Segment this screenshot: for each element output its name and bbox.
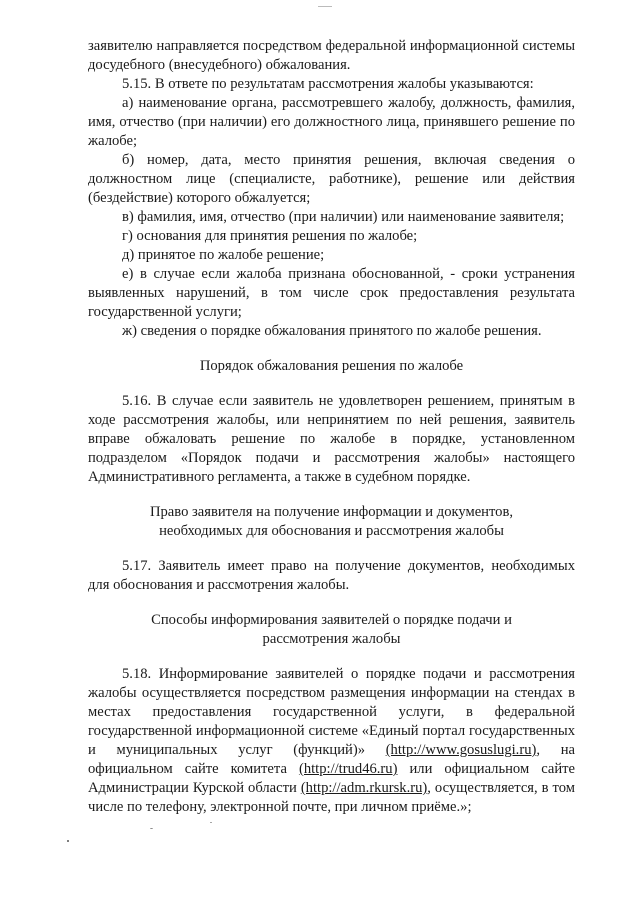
paragraph-5-15: 5.15. В ответе по результатам рассмотрения жалобы указываются: bbox=[122, 76, 534, 92]
document-page bbox=[88, 37, 575, 817]
scan-speck bbox=[210, 822, 212, 823]
text-part: , осуществляется, в том числе по телефону, электронной почте, при личном приёме.»; bbox=[88, 780, 575, 815]
heading-line-2: рассмотрения жалобы bbox=[262, 631, 401, 647]
section-heading-right-to-info bbox=[88, 503, 575, 541]
list-item-v: в) фамилия, имя, отчество (при наличии) или наименование заявителя; bbox=[122, 209, 565, 225]
text-part: или официальном сайте Администрации Курской области bbox=[88, 761, 575, 796]
section-heading-appeal-order: Порядок обжалования решения по жалобе bbox=[199, 358, 464, 374]
trud46-link[interactable]: (http://trud46.ru) bbox=[298, 761, 398, 777]
gosuslugi-link[interactable]: (http://www.gosuslugi.ru) bbox=[385, 742, 537, 758]
list-item-g: г) основания для принятия решения по жалобе; bbox=[122, 228, 418, 244]
list-item-a: а) наименование органа, рассмотревшего жалобу, должность, фамилия, имя, отчество (при наличии) его должностного лица, принявшего решение по жалобе; bbox=[88, 95, 575, 149]
section-heading-informing-methods bbox=[88, 611, 575, 649]
list-item-b: б) номер, дата, место принятия решения, включая сведения о должностном лице (специалисте, работнике), решение или действия (бездействие) которого обжалуется; bbox=[88, 152, 575, 206]
list-item-zh: ж) сведения о порядке обжалования принятого по жалобе решения. bbox=[122, 323, 542, 339]
heading-line-2: необходимых для обоснования и рассмотрения жалобы bbox=[159, 523, 504, 539]
scan-speck bbox=[150, 828, 153, 829]
adm-rkursk-link[interactable]: (http://adm.rkursk.ru) bbox=[300, 780, 428, 796]
paragraph-continuation: заявителю направляется посредством федеральной информационной системы досудебного (внесудебного) обжалования. bbox=[88, 38, 575, 73]
text-part: , на официальном сайте комитета bbox=[88, 742, 575, 777]
paragraph-5-18 bbox=[88, 665, 575, 817]
scan-speck bbox=[318, 6, 332, 7]
heading-line-1: Способы информирования заявителей о порядке подачи и bbox=[151, 612, 512, 628]
text-part: 5.18. Информирование заявителей о порядке подачи и рассмотрения жалобы осуществляется посредством размещения информации на стендах в местах предоставления государственной услуги, в федеральной государственной информационной системе «Единый портал государственных и муниципальных услуг (функций)» bbox=[88, 666, 575, 758]
list-item-e: е) в случае если жалоба признана обоснованной, - сроки устранения выявленных нарушений, в том числе срок предоставления результата государственной услуги; bbox=[88, 266, 575, 320]
paragraph-5-17: 5.17. Заявитель имеет право на получение документов, необходимых для обоснования и рассмотрения жалобы. bbox=[88, 558, 575, 593]
list-item-d: д) принятое по жалобе решение; bbox=[122, 247, 325, 263]
paragraph-5-16: 5.16. В случае если заявитель не удовлетворен решением, принятым в ходе рассмотрения жалобы, или непринятием по ней решения, заявитель вправе обжаловать решение по жалобе в порядке, установленном подразделом «Порядок подачи и рассмотрения жалобы» настоящего Административного регламента, а также в судебном порядке. bbox=[88, 393, 575, 485]
scan-speck bbox=[67, 840, 69, 842]
heading-line-1: Право заявителя на получение информации и документов, bbox=[149, 504, 514, 520]
